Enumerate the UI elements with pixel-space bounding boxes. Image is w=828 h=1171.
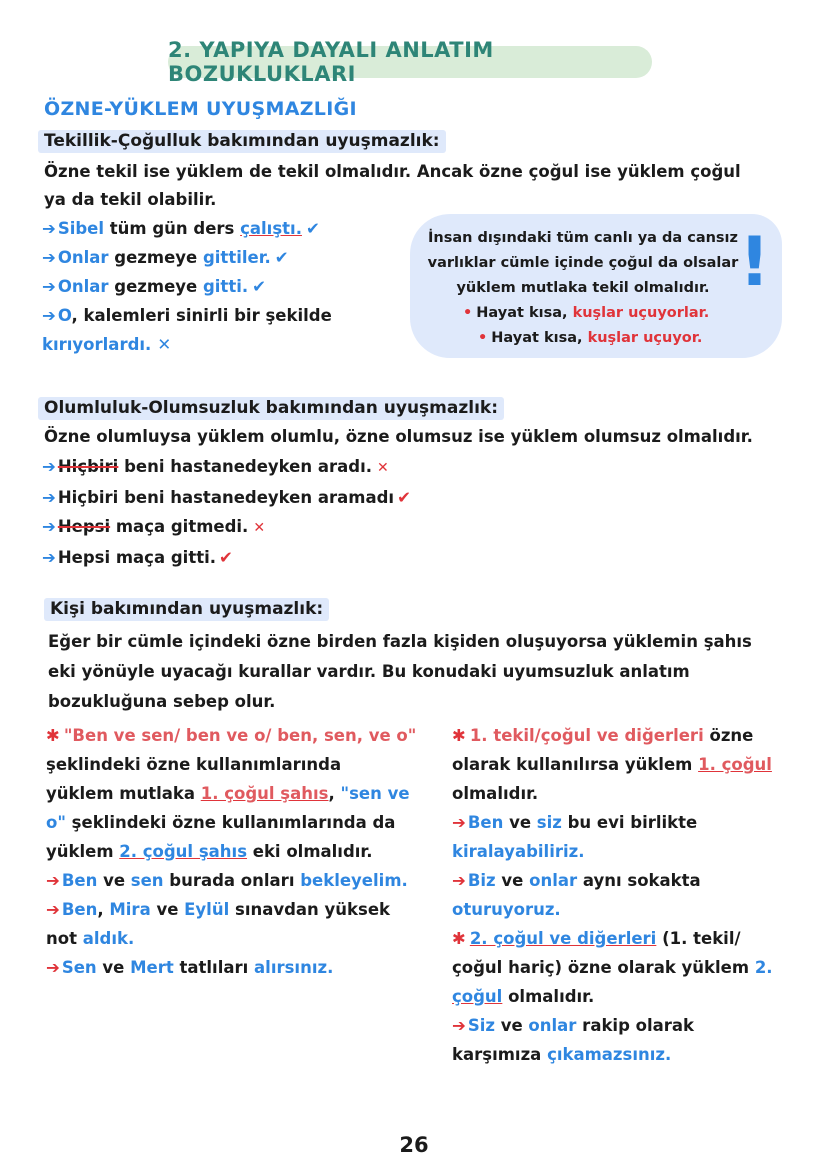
arrow-icon: ➔ xyxy=(452,813,466,832)
bullet-icon: • xyxy=(478,330,488,346)
page-number: 26 xyxy=(399,1133,429,1157)
cross-icon: ✕ xyxy=(253,520,266,536)
cross-icon: ✕ xyxy=(157,335,172,354)
list-item: ➔ Hepsi maça gitti. ✔ xyxy=(42,548,233,567)
bullet-icon: ✱ xyxy=(46,726,60,745)
kisi-left-column: ✱ "Ben ve sen/ ben ve o/ ben, sen, ve o" şeklindeki özne kullanımlarında yüklem mutlaka 1. çoğul şahıs, "sen ve o" şeklindeki özne kullanımlarında da yüklem 2. çoğul şahıs eki olmalıdır. ➔ Ben ve sen burada onları bekleyelim. ➔ Ben, Mira ve Eylül sınavdan yüksek not aldık. ➔ Sen ve Mert tatlıları alırsınız. xyxy=(46,721,416,982)
arrow-icon: ➔ xyxy=(42,248,56,267)
kisi-heading: Kişi bakımından uyuşmazlık: xyxy=(44,598,329,621)
arrow-icon: ➔ xyxy=(42,306,56,325)
list-item: ➔ Sen ve Mert tatlıları alırsınız. xyxy=(46,958,334,977)
arrow-icon: ➔ xyxy=(42,548,56,567)
note-box: İnsan dışındaki tüm canlı ya da cansız varlıklar cümle içinde çoğul da olsalar yüklem mutlaka tekil olmalıdır. • Hayat kısa, kuşlar uçuyorlar. • Hayat kısa, kuşlar uçuyor. ! xyxy=(410,214,782,358)
check-icon: ✔ xyxy=(397,488,411,507)
list-item: ➔ Hepsi maça gitmedi. ✕ xyxy=(42,517,266,536)
check-icon: ✔ xyxy=(274,248,289,267)
list-item: ➔ Ben ve siz bu evi birlikte xyxy=(452,813,698,832)
list-item: ➔ Ben, Mira ve Eylül sınavdan yüksek xyxy=(46,900,391,919)
check-icon: ✔ xyxy=(252,277,266,296)
arrow-icon: ➔ xyxy=(46,958,60,977)
olumluluk-heading: Olumluluk-Olumsuzluk bakımından uyuşmazlık: xyxy=(38,397,504,420)
arrow-icon: ➔ xyxy=(42,488,56,507)
arrow-icon: ➔ xyxy=(452,871,466,890)
arrow-icon: ➔ xyxy=(42,517,56,536)
bullet-icon: ✱ xyxy=(452,726,466,745)
list-item: ➔ Siz ve onlar rakip olarak xyxy=(452,1016,695,1035)
kisi-right-column: ✱ 1. tekil/çoğul ve diğerleri özne olarak kullanılırsa yüklem 1. çoğul olmalıdır. ➔ Ben ve siz bu evi birlikte kiralayabiliriz. ➔ Biz ve onlar aynı sokakta oturuyoruz. ✱ 2. çoğul ve diğerleri (1. tekil/ çoğul hariç) özne olarak yüklem 2. çoğul olmalıdır. ➔ Siz ve onlar rakip olarak karşımıza çıkamazsınız. xyxy=(452,726,773,1064)
olumluluk-rule: Özne olumluysa yüklem olumlu, özne olumsuz ise yüklem olumsuz olmalıdır. xyxy=(44,427,753,446)
bullet-icon: ✱ xyxy=(452,929,466,948)
kisi-rule: Eğer bir cümle içindeki özne birden fazla kişiden oluşuyorsa yüklemin şahıs eki yönüyle uyacağı kurallar vardır. Bu konudaki uyumsuzluk anlatım bozukluğuna sebep olur. xyxy=(48,632,752,711)
list-item: kırıyorlardı. ✕ xyxy=(42,335,172,354)
bullet-icon: • xyxy=(463,305,473,321)
list-item: ➔ Onlar gezmeye gitti. ✔ xyxy=(42,277,266,296)
tekillik-examples xyxy=(42,214,332,359)
list-item: ➔ Biz ve onlar aynı sokakta xyxy=(452,871,701,890)
list-item: ➔ Hiçbiri beni hastanedeyken aradı. ✕ xyxy=(42,457,389,476)
arrow-icon: ➔ xyxy=(46,900,60,919)
olumluluk-examples xyxy=(42,452,411,572)
arrow-icon: ➔ xyxy=(42,219,56,238)
arrow-icon: ➔ xyxy=(452,1016,466,1035)
page-title: 2. YAPIYA DAYALI ANLATIM BOZUKLUKLARI xyxy=(168,46,652,78)
tekillik-heading: Tekillik-Çoğulluk bakımından uyuşmazlık: xyxy=(38,130,446,153)
arrow-icon: ➔ xyxy=(46,871,60,890)
list-item: ➔ Sibel tüm gün ders çalıştı. ✔ xyxy=(42,219,320,238)
exclamation-icon: ! xyxy=(738,223,770,302)
arrow-icon: ➔ xyxy=(42,457,56,476)
tekillik-rule: Özne tekil ise yüklem de tekil olmalıdır. Ancak özne çoğul ise yüklem çoğul ya da tekil olabilir. xyxy=(44,162,741,209)
list-item: ➔ Onlar gezmeye gittiler. ✔ xyxy=(42,248,289,267)
list-item: ➔ Hiçbiri beni hastanedeyken aramadı ✔ xyxy=(42,488,411,507)
list-item: ➔ O, kalemleri sinirli bir şekilde xyxy=(42,306,332,325)
arrow-icon: ➔ xyxy=(42,277,56,296)
check-icon: ✔ xyxy=(219,548,233,567)
list-item: ➔ Ben ve sen burada onları bekleyelim. xyxy=(46,871,408,890)
cross-icon: ✕ xyxy=(377,460,389,476)
check-icon: ✔ xyxy=(305,219,320,238)
section-title: ÖZNE-YÜKLEM UYUŞMAZLIĞI xyxy=(44,98,357,120)
